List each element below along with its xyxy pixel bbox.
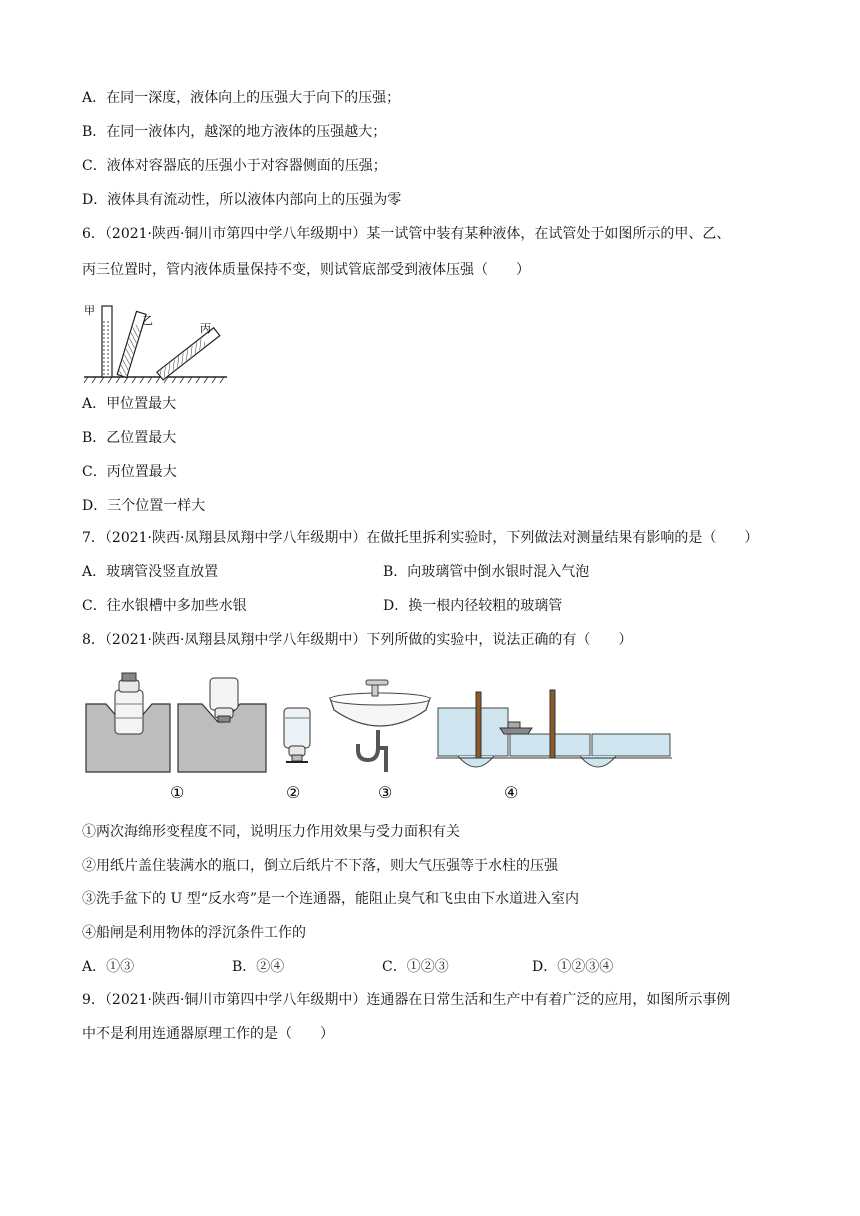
- q6-stem-line1: 6．（2021·陕西·铜川市第四中学八年级期中）某一试管中装有某种液体，在试管处于如图所示的甲、乙、: [82, 226, 731, 242]
- q7-stem: 7．（2021·陕西·凤翔县凤翔中学八年级期中）在做托里拆利实验时，下列做法对测量结果有影响的是（ ）: [82, 530, 759, 546]
- q5-option-d: D．液体具有流动性，所以液体内部向上的压强为零: [82, 192, 402, 208]
- q8-statement-1: ①两次海绵形变程度不同，说明压力作用效果与受力面积有关: [82, 824, 460, 840]
- q5-option-a: A．在同一深度，液体向上的压强大于向下的压强；: [82, 90, 401, 106]
- q8-caption-4: ④: [504, 783, 519, 802]
- q7-option-c: C．往水银槽中多加些水银: [82, 598, 247, 614]
- sponge-upright-bottle: [86, 673, 170, 772]
- q6-label-jia: 甲: [84, 304, 95, 317]
- q8-caption-3: ③: [378, 783, 393, 802]
- ship-lock: [436, 690, 672, 767]
- q7-option-b: B．向玻璃管中倒水银时混入气泡: [383, 564, 590, 580]
- q8-stem: 8．（2021·陕西·凤翔县凤翔中学八年级期中）下列所做的实验中，说法正确的有（ ）: [82, 632, 633, 648]
- q8-caption-1: ①: [170, 783, 185, 802]
- q6-option-b: B．乙位置最大: [82, 430, 177, 446]
- inverted-bottle-with-paper: [284, 708, 310, 762]
- q6-option-c: C．丙位置最大: [82, 464, 177, 480]
- q7-option-a: A．玻璃管没竖直放置: [82, 564, 219, 580]
- q6-option-a: A．甲位置最大: [82, 396, 177, 412]
- q8-experiment-figure: [80, 668, 800, 808]
- q9-stem-line2: 中不是利用连通器原理工作的是（ ）: [82, 1026, 334, 1042]
- q5-option-c: C．液体对容器底的压强小于对容器侧面的压强；: [82, 158, 387, 174]
- q7-option-d: D．换一根内径较粗的玻璃管: [383, 598, 563, 614]
- q6-label-yi: 乙: [142, 314, 153, 327]
- q8-statement-2: ②用纸片盖住装满水的瓶口，倒立后纸片不下落，则大气压强等于水柱的压强: [82, 858, 558, 874]
- q6-test-tube-figure: [82, 296, 232, 386]
- q6-stem-line2: 丙三位置时，管内液体质量保持不变，则试管底部受到液体压强（ ）: [82, 262, 530, 278]
- q8-option-c: C．①②③: [382, 959, 449, 975]
- q8-option-b: B．②④: [232, 959, 285, 975]
- q5-option-b: B．在同一液体内，越深的地方液体的压强越大；: [82, 124, 387, 140]
- q8-statement-4: ④船闸是利用物体的浮沉条件工作的: [82, 925, 306, 941]
- sink-u-trap: [330, 680, 430, 772]
- q8-option-d: D．①②③④: [532, 959, 614, 975]
- sponge-inverted-bottle: [178, 678, 266, 772]
- q9-stem-line1: 9．（2021·陕西·铜川市第四中学八年级期中）连通器在日常生活和生产中有着广泛的应用，如图所示事例: [82, 992, 731, 1008]
- q8-option-a: A．①③: [82, 959, 135, 975]
- q8-caption-2: ②: [286, 783, 301, 802]
- q8-statement-3: ③洗手盆下的 U 型“反水弯”是一个连通器，能阻止臭气和飞虫由下水道进入室内: [82, 891, 580, 907]
- q6-label-bing: 丙: [200, 322, 211, 335]
- q6-option-d: D．三个位置一样大: [82, 498, 206, 514]
